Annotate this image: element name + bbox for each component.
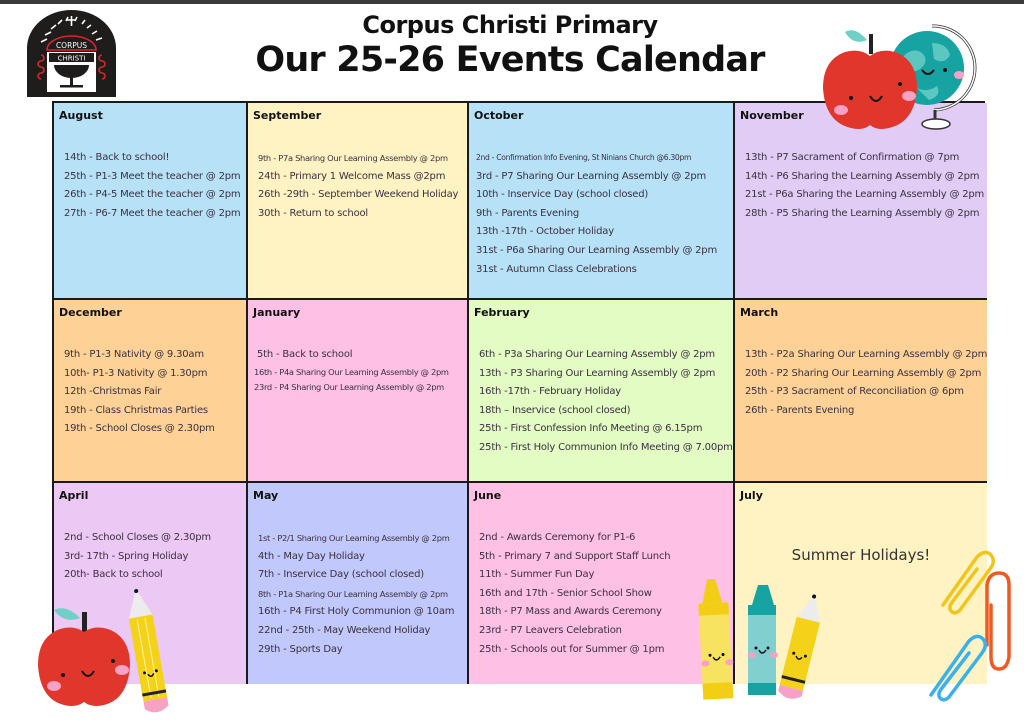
event-list [479, 346, 733, 458]
event-item: 10th- P1-3 Nativity @ 1.30pm [64, 367, 208, 379]
event-list [64, 529, 242, 585]
month-title: August [59, 109, 103, 122]
event-item: 26th -29th - September Weekend Holiday [258, 189, 459, 201]
event-list [476, 149, 729, 279]
school-crest-logo [27, 10, 116, 97]
school-name: Corpus Christi Primary [362, 11, 658, 39]
event-item: 29th - Sports Day [258, 643, 343, 655]
event-item: 23rd - P7 Leavers Celebration [479, 624, 622, 636]
event-item: 25th - First Confession Info Meeting @ 6.15pm [479, 423, 703, 435]
event-item: 13th - P3 Sharing Our Learning Assembly @ 2pm [479, 367, 716, 379]
event-item: 20th- Back to school [64, 569, 163, 581]
event-item: 1st - P2/1 Sharing Our Learning Assembly @ 2pm [258, 533, 450, 543]
event-item: 16th -17th - February Holiday [479, 386, 621, 398]
month-cell-october [469, 103, 735, 300]
summer-holidays-note: Summer Holidays! [791, 546, 931, 564]
event-item: 2nd - Awards Ceremony for P1-6 [479, 532, 636, 543]
month-title: March [740, 306, 779, 319]
event-list [479, 529, 729, 659]
event-item: 13th - P2a Sharing Our Learning Assembly @ 2pm [745, 349, 987, 360]
event-item: 13th - P7 Sacrament of Confirmation @ 7pm [745, 152, 960, 163]
event-item: 6th - P3a Sharing Our Learning Assembly @ 2pm [479, 349, 715, 360]
event-item: 14th - Back to school! [64, 152, 170, 163]
event-item: 9th - P7a Sharing Our Learning Assembly @ 2pm [258, 153, 448, 163]
month-cell-january [248, 300, 469, 483]
event-item: 9th - Parents Evening [476, 207, 579, 219]
event-item: 30th - Return to school [258, 207, 368, 219]
month-cell-february [469, 300, 735, 483]
event-item: 2nd - School Closes @ 2.30pm [64, 532, 211, 543]
pencil-icon [124, 588, 169, 714]
event-item: 8th - P1a Sharing Our Learning Assembly @ 2pm [258, 588, 448, 599]
event-item: 11th - Summer Fun Day [479, 569, 595, 581]
month-title: December [59, 306, 122, 319]
crayon-icon [748, 585, 778, 695]
month-title: April [59, 489, 89, 502]
event-item: 21st - P6a Sharing the Learning Assembly @ 2pm [745, 189, 985, 201]
event-item: 13th -17th - October Holiday [476, 226, 614, 238]
month-cell-december [54, 300, 248, 483]
event-item: 25th - P3 Sacrament of Reconciliation @ 6pm [745, 386, 964, 398]
page-title: Our 25-26 Events Calendar [255, 40, 765, 80]
header [220, 10, 800, 80]
event-list [64, 346, 242, 439]
month-title: June [474, 489, 502, 502]
event-item: 7th - Inservice Day (school closed) [258, 569, 424, 581]
event-item: 2nd - Confirmation Info Evening, St Ninians Church @6.30pm [476, 153, 692, 162]
event-item: 14th - P6 Sharing the Learning Assembly @ 2pm [745, 170, 980, 182]
event-list [64, 149, 242, 223]
event-list [254, 346, 463, 395]
month-title: October [474, 109, 524, 122]
event-item: 19th - Class Christmas Parties [64, 404, 208, 416]
event-item: 27th - P6-7 Meet the teacher @ 2pm [64, 207, 241, 219]
event-item: 16th and 17th - Senior School Show [479, 587, 652, 599]
month-cell-august [54, 103, 248, 300]
apple-pencil-decoration [30, 588, 170, 720]
event-list [258, 149, 463, 223]
event-item: 26th - Parents Evening [745, 404, 855, 416]
event-item: 5th - Back to school [257, 349, 353, 360]
event-list [745, 346, 987, 420]
top-edge-bar [0, 0, 1024, 4]
event-item: 18th - P7 Mass and Awards Ceremony [479, 606, 662, 618]
event-item: 12th -Christmas Fair [64, 386, 162, 398]
event-item: 28th - P5 Sharing the Learning Assembly @ 2pm [745, 207, 980, 219]
month-cell-march [735, 300, 987, 483]
event-item: 10th - Inservice Day (school closed) [476, 189, 649, 201]
event-item: 4th - May Day Holiday [258, 550, 365, 562]
apple-icon [38, 608, 130, 706]
event-item: 19th - School Closes @ 2.30pm [64, 423, 215, 435]
month-title: July [740, 489, 763, 502]
event-item: 23rd - P4 Sharing Our Learning Assembly @ 2pm [254, 381, 444, 392]
paperclip-icon [931, 552, 1009, 699]
crayons-pencil-decoration [694, 575, 829, 705]
event-item: 25th - First Holy Communion Info Meeting @ 7.00pm [479, 441, 733, 453]
pencil-icon [777, 592, 826, 702]
month-cell-november [735, 103, 987, 300]
event-item: 16th - P4 First Holy Communion @ 10am [258, 606, 455, 618]
event-item: 26th - P4-5 Meet the teacher @ 2pm [64, 189, 241, 201]
event-item: 31st - Autumn Class Celebrations [476, 263, 637, 275]
event-item: 22nd - 25th - May Weekend Holiday [258, 624, 431, 636]
events-calendar-grid [52, 101, 985, 682]
event-item: 25th - Schools out for Summer @ 1pm [479, 643, 665, 655]
event-item: 16th - P4a Sharing Our Learning Assembly @ 2pm [254, 366, 449, 377]
apple-globe-decoration [812, 18, 977, 130]
event-item: 24th - Primary 1 Welcome Mass @2pm [258, 170, 446, 182]
logo-text-corpus: CORPUS [55, 41, 88, 50]
event-list [745, 149, 983, 223]
month-title: September [253, 109, 322, 122]
event-item: 3rd- 17th - Spring Holiday [64, 550, 189, 562]
crayon-icon [697, 578, 735, 700]
paperclips-decoration [925, 545, 1024, 705]
month-title: January [253, 306, 301, 319]
event-item: 3rd - P7 Sharing Our Learning Assembly @ 2pm [476, 170, 707, 182]
month-cell-september [248, 103, 469, 300]
event-item: 31st - P6a Sharing Our Learning Assembly @ 2pm [476, 244, 717, 256]
month-title: February [474, 306, 530, 319]
event-item: 20th - P2 Sharing Our Learning Assembly @ 2pm [745, 367, 982, 379]
month-title: May [253, 489, 279, 502]
month-cell-may [248, 483, 469, 684]
event-list [258, 529, 463, 659]
event-item: 18th – Inservice (school closed) [479, 404, 631, 416]
event-item: 5th - Primary 7 and Support Staff Lunch [479, 550, 671, 562]
event-item: 9th - P1-3 Nativity @ 9.30am [64, 349, 204, 360]
month-title: November [740, 109, 804, 122]
logo-text-christi: CHRISTI [57, 54, 86, 63]
event-item: 25th - P1-3 Meet the teacher @ 2pm [64, 170, 241, 182]
